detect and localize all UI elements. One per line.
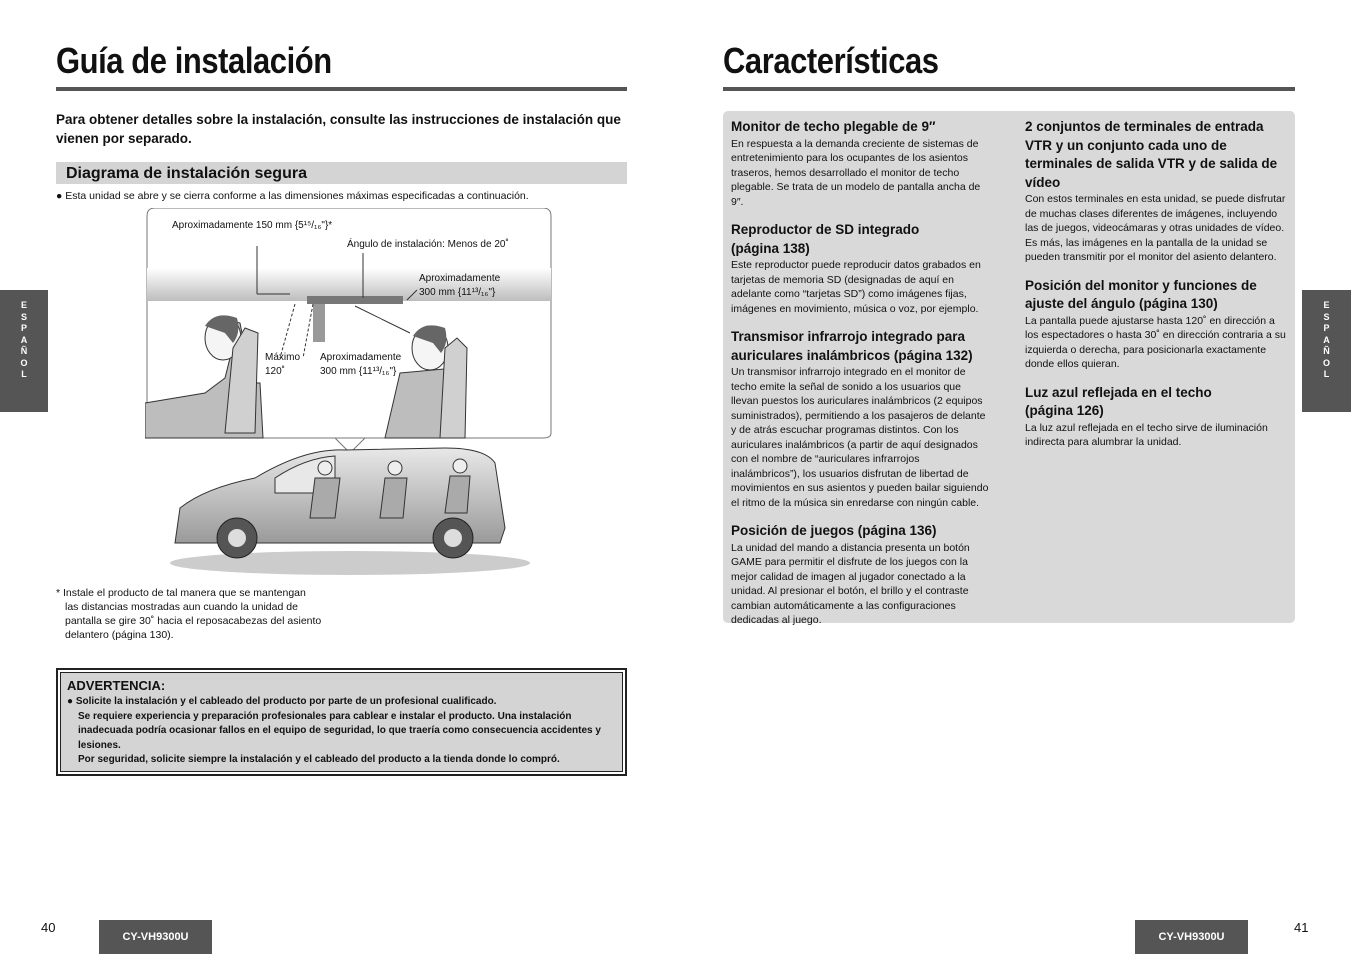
footnote-line: * Instale el producto de tal manera que se mantengan [56,587,306,599]
tab-letter: A [20,334,28,345]
tab-letter: S [20,311,27,322]
warning-line: ● Solicite la instalación y el cableado del producto por parte de un profesional cualificado. [67,696,497,707]
model-badge-right: CY-VH9300U [1135,920,1248,954]
tab-letter: Ñ [1323,346,1330,356]
page-number-right: 41 [1294,920,1309,935]
feature-title: Posición de juegos (página 136) [731,523,937,538]
footnote-line: delantero (página 130). [65,629,174,641]
page-title-right: Características [723,40,939,81]
feature-body: La unidad del mando a distancia presenta un botón GAME para permitir el disfrute de los juegos con la mejor calidad de imagen al jugador conectado a la unidad. Al presionar el botón, el brillo y el contraste cambian automáticamente a las configuraciones dedicadas al juego. [731,541,970,626]
features-column-2 [1025,118,1287,462]
tab-letter: L [1323,369,1330,379]
warning-box [56,668,627,776]
page-number-left: 40 [41,920,56,935]
label-approx-150: Aproximadamente 150 mm {5¹⁵/₁₆"}* [172,220,333,231]
tab-letter: A [1323,334,1330,345]
installation-diagram [145,208,553,583]
footnote-line: las distancias mostradas aun cuando la unidad de [65,601,298,613]
feature-title: Luz azul reflejada en el techo (página 126) [1025,384,1212,418]
tab-letter: S [1323,311,1330,322]
installation-diagram-svg [145,208,553,583]
footnote-line: pantalla se gire 30˚ hacia el reposacabezas del asiento [65,615,322,627]
label-approx-300-side-2: 300 mm {11¹³/₁₆"} [320,366,397,377]
feature-body: La pantalla puede ajustarse hasta 120˚ en dirección a los espectadores o hasta 30˚ en dirección contraria a su izquierda o derecha, para posicionarla exactamente donde ellos quieran. [1025,314,1286,370]
warning-line: lesiones. [78,739,121,751]
intro-text: Para obtener detalles sobre la instalación, consulte las instrucciones de instalación que vienen por separado. [56,112,621,146]
title-rule-left [56,87,627,91]
label-max-1: Máximo [265,352,301,363]
tab-letter: P [1323,323,1330,333]
feature-body: La luz azul reflejada en el techo sirve de iluminación indirecta para alumbrar la unidad. [1025,421,1268,448]
warning-line: inadecuada podría ocasionar fallos en el equipo de seguridad, lo que traería como consecuencia accidentes y [78,725,601,736]
feature-body: En respuesta a la demanda creciente de sistemas de entretenimiento para los ocupantes de los asientos traseros, hemos desarrollado el monitor de techo plegable. Se trata de un modelo de pantalla ancha de 9″. [731,137,981,208]
model-badge-left: CY-VH9300U [99,920,212,954]
title-rule-right [723,87,1295,91]
feature-title: Transmisor infrarrojo integrado para auriculares inalámbricos (página 132) [731,329,973,363]
label-approx-300-side-1: Aproximadamente [320,352,402,363]
feature-item [1025,118,1287,265]
features-column-1 [731,118,995,640]
tab-letter: O [1322,357,1330,368]
footnote [56,586,336,642]
feature-item [1025,384,1287,450]
car-shadow [170,551,530,575]
label-angle: Ángulo de instalación: Menos de 20˚ [347,239,509,250]
feature-body: Con estos terminales en esta unidad, se puede disfrutar de muchas clases diferentes de imágenes, incluyendo las de juegos, videocámaras y otras unidades de vídeo. Es más, las imágenes en la pantalla de la unidad se pueden transmitir por el monitor del asiento delantero. [1025,193,1286,263]
feature-body: Un transmisor infrarrojo integrado en el monitor de techo emite la señal de sonido a los usuarios que llevan puestos los auriculares inalámbricos (2 equipos suministrados), permitiendo a los pasajeros de delante y de atrás escuchar programas distintos. Con los auriculares inalámbricos (a partir de aquí designados con el nombre de “auriculares infrarrojos inalámbricos”), los usuarios disfrutan de libertad de movimientos en sus asientos y pueden bailar siguiendo el ritmo de la música sin enredarse con ningún cable. [731,366,989,509]
tab-letter: L [21,369,27,379]
feature-title: Reproductor de SD integrado (página 138) [731,222,920,256]
tab-letter: O [20,357,28,368]
language-tab-right [1302,290,1351,412]
section-heading: Diagrama de instalación segura [56,162,627,184]
feature-item [731,522,995,628]
feature-body: Este reproductor puede reproducir datos grabados en tarjetas de memoria SD (designadas de aquí en adelante como “tarjetas SD”) como imágenes fijas, imágenes en movimiento, música o voz, por ejemplo. [731,259,981,315]
tab-letter: E [20,300,27,310]
warning-line: Se requiere experiencia y preparación profesionales para cablear e instalar el producto. Una instalación [78,710,572,722]
feature-title: Posición del monitor y funciones de ajuste del ángulo (página 130) [1025,277,1257,311]
monitor-unit [307,296,403,304]
feature-item [1025,277,1287,372]
tab-letter: P [20,323,27,333]
feature-item [731,118,995,209]
language-tab-left [0,290,48,412]
warning-line: Por seguridad, solicite siempre la instalación y el cableado del producto a la tienda donde lo compró. [78,754,560,765]
feature-title: 2 conjuntos de terminales de entrada VTR y un conjunto cada uno de terminales de salida VTR y de salida de vídeo [1025,119,1278,190]
label-approx-300-top-1: Aproximadamente [419,273,501,284]
feature-title: Monitor de techo plegable de 9″ [731,119,936,134]
feature-item [731,221,995,316]
page-title-left: Guía de instalación [56,40,332,81]
monitor-screen [313,304,325,342]
warning-title: ADVERTENCIA: [67,678,166,693]
tab-letter: E [1323,300,1330,310]
bullet-note: ● Esta unidad se abre y se cierra conforme a las dimensiones máximas especificadas a continuación. [56,190,529,202]
tab-letter: Ñ [20,346,28,356]
feature-item [731,328,995,510]
label-max-2: 120˚ [265,366,286,377]
label-approx-300-top-2: 300 mm {11¹³/₁₆"} [419,287,496,298]
warning-inner [60,672,623,772]
